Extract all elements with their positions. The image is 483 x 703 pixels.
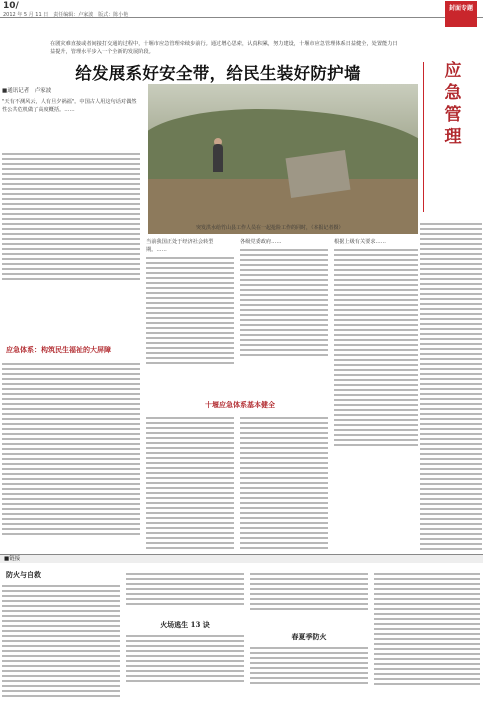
column-1-lower [2,360,140,538]
photo-caption: 突发洪水给竹山县工作人员在一起抢险工作的同时，（本报记者摄） [196,225,344,231]
lead-paragraph: 在剧灾难直接或者间接打交通的过程中，十堰市应急管理牵续步前行。通过增心思索，认真积累，努力建设，十堰市应急管理体系日益健全，处置能力日益提升，管理水平步入一个全新的发展阶段。 [50,41,398,55]
byline-text: ■通讯记者 卢家波 [2,88,52,94]
vertical-title-char: 应 [444,61,462,81]
right-column [420,220,482,553]
column-text: 各级党委政府…… [240,239,282,245]
link-section-bar [0,554,483,563]
page-number: 10/ [3,1,19,11]
article-column-2 [146,238,234,367]
column-text: 根据上级有关要求…… [334,239,386,245]
subheading-system-sound: 十堰应急体系基本健全 [205,400,275,409]
news-photo [148,84,418,234]
bottom-column-3-lower [250,644,368,687]
bottom-column-2 [126,570,244,608]
vertical-rule [423,62,424,212]
vertical-title-char: 管 [444,105,462,125]
headline: 给发展系好安全带，给民生装好防护墙 [75,64,361,83]
article-column-2-lower [146,414,234,552]
article-column-3-lower [240,414,328,552]
article-column-3 [240,238,328,359]
bottom-column-3 [250,570,368,613]
subheading-fire-escape: 火场逃生 13 诀 [160,620,210,629]
section-badge: 封面专题 [445,1,477,27]
subheading-emergency-system: 应急体系：构筑民生福祉的大屏障 [6,345,111,354]
date-line: 2012 年 5 月 11 日 责任编辑：卢家波 版式：陈小艳 [3,12,129,18]
link-label: ■链接 [4,556,21,562]
subheading-spring-summer-fire: 春夏季防火 [291,632,327,641]
bottom-column-4 [374,570,480,688]
bottom-column-1 [2,582,120,700]
byline [2,86,140,94]
column-1-lines [2,150,140,283]
column-text: "天有不测风云，人有旦夕祸福"。中国古人用这句话对偶然性公共危机做了高度概括。…… [2,99,137,113]
subheading-fire-self-rescue: 防火与自救 [6,570,41,579]
article-column-4 [334,238,418,449]
masthead [0,0,483,18]
column-text: 当前我国正处于经济社会转型期。…… [146,239,214,253]
vertical-title [430,60,476,148]
bottom-column-2-list [126,632,244,685]
vertical-title-char: 理 [444,127,462,147]
article-column-1 [2,98,140,114]
vertical-title-char: 急 [444,83,462,103]
